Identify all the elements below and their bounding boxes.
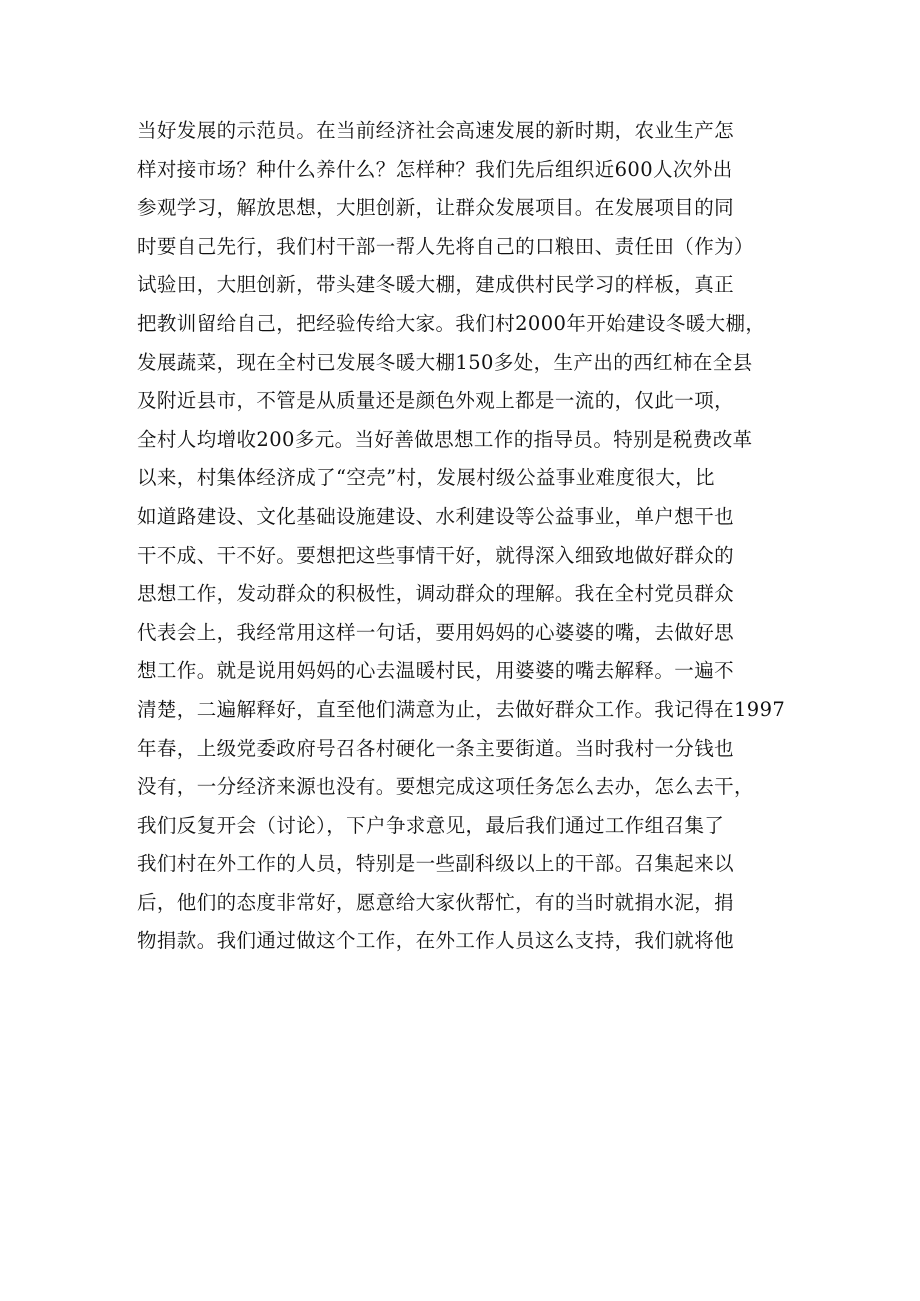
text-line-8: 及附近县市，不管是从质量还是颜色外观上都是一流的，仅此一项， (137, 389, 735, 413)
text-line-6: 把教训留给自己，把经验传给大家。我们村2000年开始建设冬暖大棚， (137, 311, 766, 335)
text-line-7: 发展蔬菜，现在全村已发展冬暖大棚150多处，生产出的西红柿在全县 (137, 350, 753, 374)
text-line-17: 年春，上级党委政府号召各村硬化一条主要街道。当时我村一分钱也 (137, 736, 735, 760)
text-line-18: 没有，一分经济来源也没有。要想完成这项任务怎么去办，怎么去干， (137, 775, 754, 799)
text-line-13: 思想工作，发动群众的积极性，调动群众的理解。我在全村党员群众 (137, 582, 735, 606)
text-line-5: 试验田，大胆创新，带头建冬暖大棚，建成供村民学习的样板，真正 (137, 273, 735, 297)
text-line-4: 时要自己先行，我们村干部一帮人先将自己的口粮田、责任田（作为） (137, 234, 754, 258)
text-line-14: 代表会上，我经常用这样一句话，要用妈妈的心婆婆的嘴，去做好思 (137, 620, 735, 644)
text-line-3: 参观学习，解放思想，大胆创新，让群众发展项目。在发展项目的同 (137, 196, 735, 220)
text-line-16: 清楚，二遍解释好，直至他们满意为止，去做好群众工作。我记得在1997 (137, 697, 786, 721)
text-line-20: 我们村在外工作的人员，特别是一些副科级以上的干部。召集起来以 (137, 852, 735, 876)
text-line-1: 当好发展的示范员。在当前经济社会高速发展的新时期，农业生产怎 (137, 119, 735, 142)
text-line-2: 样对接市场？种什么养什么？怎样种？我们先后组织近600人次外出 (137, 157, 733, 181)
text-line-11: 如道路建设、文化基础设施建设、水利建设等公益事业，单户想干也 (137, 504, 735, 528)
text-line-15: 想工作。就是说用妈妈的心去温暖村民，用婆婆的嘴去解释。一遍不 (137, 659, 735, 683)
text-line-10: 以来，村集体经济成了“空壳”村，发展村级公益事业难度很大，比 (137, 466, 715, 490)
text-line-19: 我们反复开会（讨论），下户争求意见，最后我们通过工作组召集了 (137, 813, 725, 837)
text-line-9: 全村人均增收200多元。当好善做思想工作的指导员。特别是税费改革 (137, 427, 753, 451)
text-line-12: 干不成、干不好。要想把这些事情干好，就得深入细致地做好群众的 (137, 543, 735, 567)
body-text (137, 112, 797, 961)
text-line-22: 物捐款。我们通过做这个工作，在外工作人员这么支持，我们就将他 (137, 929, 735, 953)
text-line-21: 后，他们的态度非常好，愿意给大家伙帮忙，有的当时就捐水泥，捐 (137, 890, 735, 914)
